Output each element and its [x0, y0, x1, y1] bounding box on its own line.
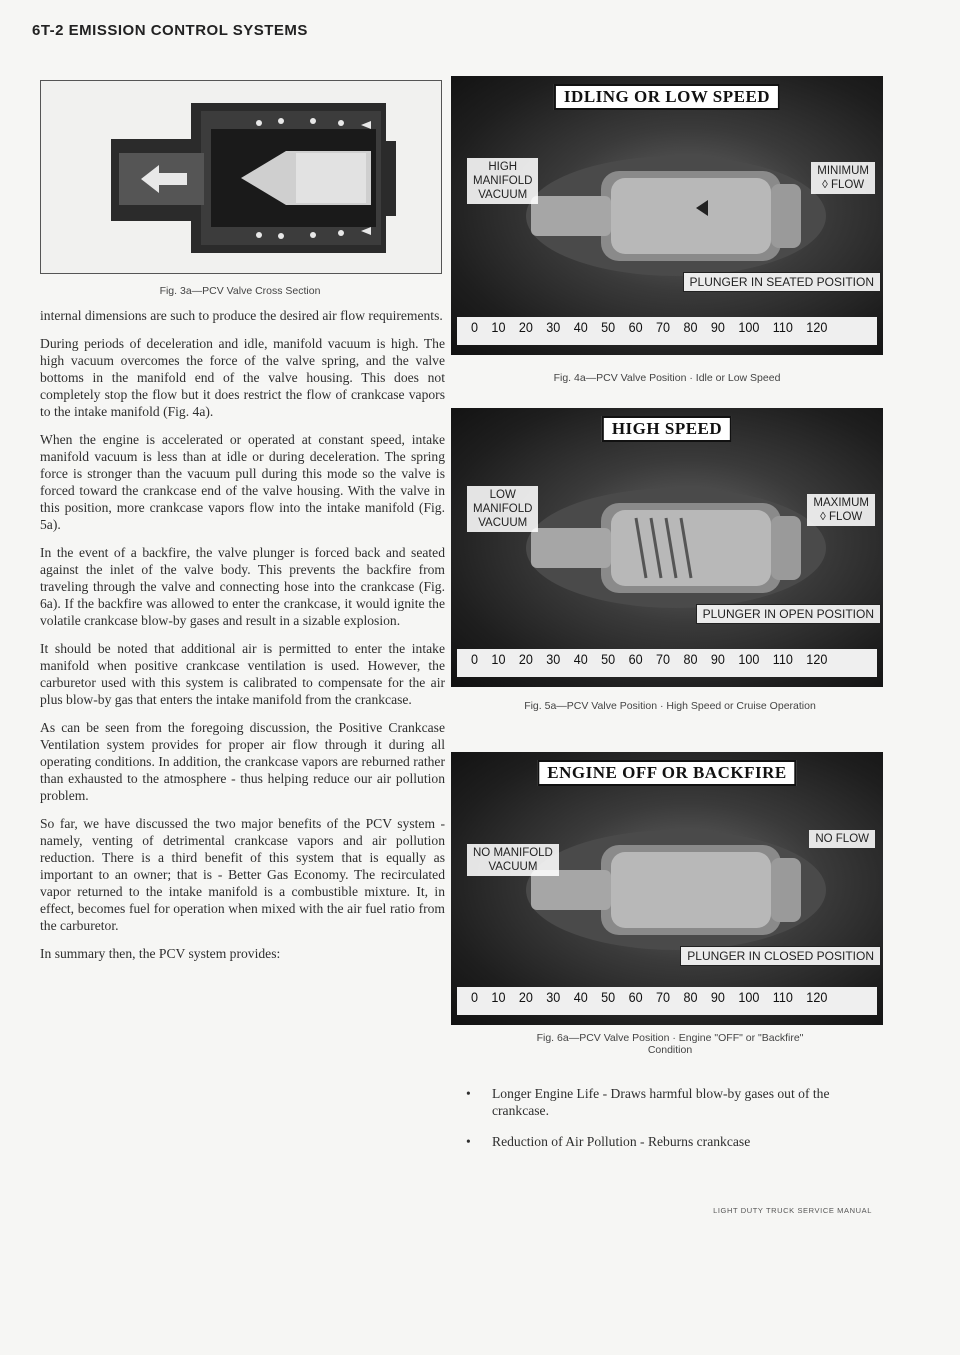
scale-number: 110	[772, 319, 793, 335]
benefits-list	[466, 1085, 876, 1164]
scale-number: 20	[518, 989, 533, 1005]
scale-number: 70	[656, 651, 671, 667]
paragraph: In summary then, the PCV system provides:	[40, 946, 281, 961]
pcv-valve-illustration	[451, 76, 883, 355]
scale-number: 40	[573, 319, 588, 335]
scale-number: 0	[471, 651, 479, 667]
scale-number: 100	[738, 319, 760, 335]
figure-4a-title: IDLING OR LOW SPEED	[554, 84, 780, 110]
scale-number: 60	[628, 989, 643, 1005]
scale-number: 110	[772, 989, 793, 1005]
page-footer: LIGHT DUTY TRUCK SERVICE MANUAL	[713, 1206, 872, 1215]
scale-number: 100	[738, 651, 760, 667]
list-item: • Longer Engine Life - Draws harmful blow-by gases out of the crankcase.	[466, 1085, 876, 1119]
scale-number: 80	[683, 989, 698, 1005]
paragraph: In the event of a backfire, the valve plunger is forced back and seated against the inlet of the valve body. This prevents the backfire from traveling through the valve and connecting hose into the crankcase (Fig. 6a). If the backfire was allowed to enter the crankcase, it would ignite the volatile crankcase blow-by gases and result in a sizable explosion.	[40, 545, 445, 628]
figure-3a-caption: Fig. 3a—PCV Valve Cross Section	[159, 285, 321, 297]
paragraph: As can be seen from the foregoing discussion, the Positive Crankcase Ventilation system provides for proper air flow through it during all operating conditions. In addition, the crankcase vapors are reburned rather than exhausted to the atmosphere - thus helping reduce our air pollution problem.	[40, 720, 445, 803]
scale-number: 90	[710, 651, 725, 667]
scale-number: 10	[491, 989, 506, 1005]
scale-number: 0	[471, 989, 479, 1005]
pcv-valve-cross-section-illustration	[41, 81, 441, 273]
figure-6a-right-label: NO FLOW	[809, 830, 875, 848]
figure-5a-title: HIGH SPEED	[602, 416, 732, 442]
scale-number: 100	[738, 989, 760, 1005]
paragraph: So far, we have discussed the two major benefits of the PCV system - namely, venting of detrimental crankcase vapors and air pollution reduction. There is a third benefit of this system that is equally as important to an owner; that is - Better Gas Economy. The recirculated vapor returned to the intake manifold is a combustible mixture. It, in effect, becomes fuel for operation when mixed with the air fuel ratio from the carburetor.	[40, 816, 445, 933]
paragraph: internal dimensions are such to produce the desired air flow requirements.	[40, 308, 443, 323]
scale-number: 30	[546, 319, 561, 335]
scale-number: 30	[546, 989, 561, 1005]
scale-number: 10	[491, 651, 506, 667]
figure-5a-scale	[457, 649, 877, 677]
figure-6a-title: ENGINE OFF OR BACKFIRE	[537, 760, 796, 786]
scale-number: 70	[656, 989, 671, 1005]
scale-number: 90	[710, 319, 725, 335]
list-item: • Reduction of Air Pollution - Reburns crankcase	[466, 1133, 876, 1150]
scale-number: 30	[546, 651, 561, 667]
figure-6a-left-label: NO MANIFOLD VACUUM	[467, 844, 559, 876]
figure-4a-caption: Fig. 4a—PCV Valve Position · Idle or Low Speed	[553, 372, 781, 384]
figure-4a-scale	[457, 317, 877, 345]
figure-5a-left-label: LOW MANIFOLD VACUUM	[467, 486, 538, 532]
scale-number: 120	[806, 319, 828, 335]
figure-4a-left-label: HIGH MANIFOLD VACUUM	[467, 158, 538, 204]
scale-number: 60	[628, 319, 643, 335]
pcv-valve-illustration	[451, 408, 883, 687]
figure-5a-right-label: MAXIMUM ◊ FLOW	[807, 494, 875, 526]
figure-3a-cross-section	[40, 80, 442, 274]
figure-5a-photo	[451, 408, 883, 687]
pcv-valve-illustration	[451, 752, 883, 1025]
figure-5a-plunger-label: PLUNGER IN OPEN POSITION	[696, 604, 881, 624]
figure-6a-photo	[451, 752, 883, 1025]
scale-number: 90	[710, 989, 725, 1005]
figure-4a-plunger-label: PLUNGER IN SEATED POSITION	[683, 272, 881, 292]
scale-number: 50	[601, 989, 616, 1005]
scale-number: 20	[518, 651, 533, 667]
scale-number: 80	[683, 651, 698, 667]
paragraph: When the engine is accelerated or operated at constant speed, intake manifold vacuum is less than at idle or during deceleration. The spring force is stronger than the vacuum pull during this mode so the valve is forced toward the crankcase end of the valve housing. With the valve in this position, more crankcase vapors flow into the intake manifold (Fig. 5a).	[40, 432, 445, 532]
scale-number: 60	[628, 651, 643, 667]
scale-number: 10	[491, 319, 506, 335]
figure-4a-photo	[451, 76, 883, 355]
paragraph: It should be noted that additional air is permitted to enter the intake manifold when positive crankcase ventilation is used. However, the carburetor used with this system is calibrated to compensate for the air plus blow-by gas that enters the intake manifold from the crankcase.	[40, 641, 445, 707]
figure-4a-right-label: MINIMUM ◊ FLOW	[811, 162, 875, 194]
scale-number: 80	[683, 319, 698, 335]
scale-number: 70	[656, 319, 671, 335]
scale-number: 40	[573, 989, 588, 1005]
scale-number: 110	[772, 651, 793, 667]
scale-number: 0	[471, 319, 479, 335]
figure-6a-plunger-label: PLUNGER IN CLOSED POSITION	[680, 946, 881, 966]
scale-number: 50	[601, 319, 616, 335]
scale-number: 120	[806, 651, 828, 667]
scale-number: 40	[573, 651, 588, 667]
scale-number: 50	[601, 651, 616, 667]
scale-number: 20	[518, 319, 533, 335]
figure-6a-scale	[457, 987, 877, 1015]
figure-6a-caption: Fig. 6a—PCV Valve Position · Engine "OFF" or "Backfire" Condition	[536, 1032, 804, 1056]
scale-number: 120	[806, 989, 828, 1005]
left-column-text	[40, 307, 445, 973]
paragraph: During periods of deceleration and idle, manifold vacuum is high. The high vacuum overcomes the force of the valve spring, and the valve bottoms in the manifold end of the valve housing. This does not completely stop the flow but it does restrict the flow of crankcase vapors to the intake manifold (Fig. 4a).	[40, 336, 445, 419]
page-header: 6T-2 EMISSION CONTROL SYSTEMS	[32, 22, 308, 39]
figure-5a-caption: Fig. 5a—PCV Valve Position · High Speed or Cruise Operation	[524, 700, 816, 712]
